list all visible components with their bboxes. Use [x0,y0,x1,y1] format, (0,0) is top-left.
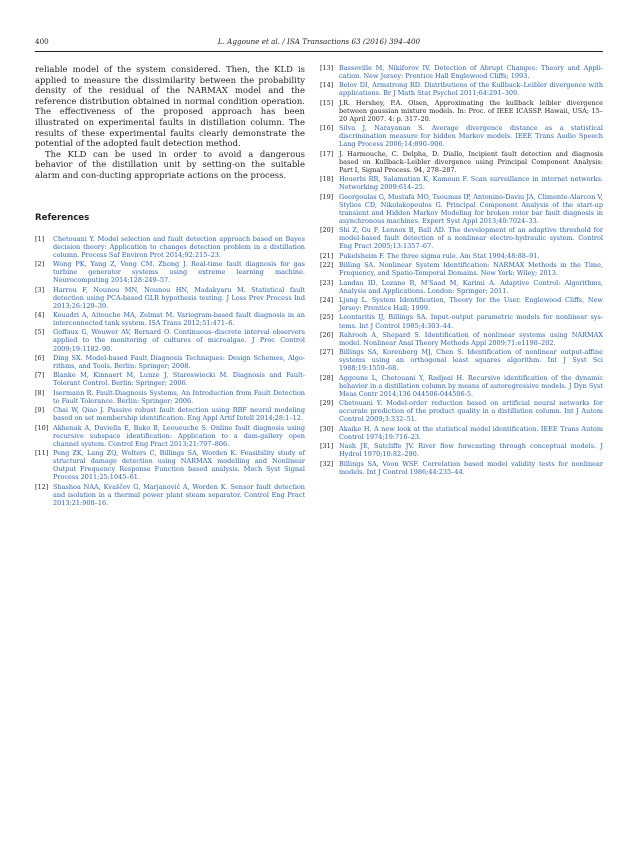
reference-item [320,279,603,295]
reference-number: [25] [320,313,334,322]
reference-item [320,399,603,423]
reference-number: [2] [35,260,45,269]
reference-link[interactable]: Houerbi RR, Salamatian K, Kamoun F. Scan surveillance in internet networks. Networking 2009:614–25. [339,175,603,192]
reference-number: [24] [320,296,334,305]
reference-link[interactable]: Leontaritis IJ, Billings SA. Input–output parametric models for nonlinear sys-tems. Int J Control 1985;4:303–44. [339,313,603,330]
reference-link[interactable]: Pukelsheim F. The three sigma rule. Am Stat 1994;48:88–91. [339,251,540,260]
reference-item [35,235,305,259]
reference-number: [26] [320,330,334,339]
reference-text: J.R. Hershey, P.A. Olsen, Approximating the kullback leibler divergence between gaussian mixture models. In: Proc. of IEEE ICASSP. Hawaii, USA; 15–20 April 2007. 4: p. 317–20. [339,98,603,123]
reference-item [320,99,603,123]
reference-number: [14] [320,81,334,90]
reference-number: [4] [35,310,45,319]
reference-item [320,425,603,441]
reference-link[interactable]: Chetouani Y. Model-order reduction based on artificial neural networks for accurate prediction of the product quality in a distillation column. Int J Autom Control 2009;3:332–51. [339,399,603,424]
reference-number: [17] [320,149,334,158]
reference-item [320,374,603,398]
reference-link[interactable]: Ding SX. Model-based Fault Diagnosis Techniques: Design Schemes, Algo-rithms, and Tools. Berlin: Springer; 2008. [53,353,305,370]
reference-link[interactable]: Nash JE, Sutcliffe JV. River flow forecasting through conceptual models. J Hydrol 1970;10:82–290. [339,442,603,459]
left-column [35,64,305,508]
reference-item [320,124,603,148]
reference-number: [11] [35,449,49,458]
reference-link[interactable]: Chetouani Y. Model selection and fault detection approach based on Bayes decision theory: Application to changes detection problem in a distillation column. Process Saf Environ Prot 2014;92:215–23. [53,234,305,259]
reference-number: [16] [320,124,334,133]
reference-link[interactable]: Landau ID, Lozano R, M'Saad M, Karimi A. Adaptive Control: Algorithms, Analysis and Applications. London: Springer; 2011. [339,278,603,295]
reference-link[interactable]: Goffaux G, Wouwer AV, Bernard O. Continuous–discrete interval observers applied to the monitoring of cultures of microalgae. J Proc Control 2009;19:1182–90. [53,328,305,353]
reference-link[interactable]: Belov DI, Armstrong RD. Distributions of the Kullback–Leibler divergence with applications. Br J Math Stat Psychol 2011;64:291–309. [339,81,603,98]
body-paragraph: The KLD can be used in order to avoid a dangerous behavior of the distillation unit by setting-on the suitable alarm and con-ducting appropriate actions on the process. [35,148,305,180]
reference-number: [12] [35,482,49,491]
reference-number: [7] [35,371,45,380]
reference-item [35,286,305,310]
reference-number: [32] [320,459,334,468]
reference-item [35,354,305,370]
reference-number: [29] [320,399,334,408]
reference-link[interactable]: Aggoune L, Chetouani Y, Radjeai H. Recursive identification of the dynamic behavior in a distillation column by means of autoregressive models. J Dyn Syst Meas Contr 2014;136 044506-044506-5. [339,373,603,398]
reference-item [35,449,305,481]
reference-link[interactable]: Basseville M, Nikiforov IV. Detection of Abrupt Changes: Theory and Appli-cation. New Jersey: Prentice Hall Englewood Cliffs; 1993. [339,64,603,81]
reference-number: [31] [320,442,334,451]
reference-number: [8] [35,388,45,397]
reference-item [35,311,305,327]
reference-link[interactable]: Silva J, Narayanan S. Average divergence distance as a statistical discrimination measure for hidden Markov models. IEEE Trans Audio Speech Lang Process 2006;14:890–906. [339,124,603,149]
reference-link[interactable]: Billings SA, Voon WSF. Correlation based model validity tests for nonlinear models. Int J Control 1986;44:235–44. [339,459,603,476]
reference-item [35,371,305,387]
running-header [35,37,603,49]
reference-number: [15] [320,98,334,107]
reference-number: [19] [320,192,334,201]
reference-number: [30] [320,424,334,433]
reference-item [320,460,603,476]
reference-item [35,389,305,405]
header-rule [35,51,603,52]
reference-list-left [35,235,305,507]
page-number: 400 [35,37,49,46]
reference-item [320,442,603,458]
reference-item [320,193,603,225]
reference-item [320,150,603,174]
reference-number: [28] [320,373,334,382]
reference-text: J. Harmouche, C. Delpha, D. Diallo, Incipient fault detection and diagnosis based on Kullback–Leibler divergence using Principal Component Analysis: Part I, Signal Process. 94, 278–287. [339,149,603,174]
reference-item [35,328,305,352]
reference-link[interactable]: Akaike H. A new look at the statistical model identification. IEEE Trans Autom Control 1974;19:716–23. [339,424,603,441]
reference-item [320,226,603,250]
reference-number: [6] [35,353,45,362]
reference-number: [22] [320,261,334,270]
reference-number: [10] [35,423,49,432]
reference-item [320,348,603,372]
reference-list-right [320,64,603,476]
reference-item [320,252,603,260]
reference-number: [1] [35,234,45,243]
reference-number: [21] [320,251,334,260]
reference-link[interactable]: Ljung L. System Identification, Theory for the User. Englewood Cliffs, New Jersey: Prentice Hall; 1999. [339,296,603,313]
reference-link[interactable]: Chai W, Qiao J. Passive robust fault detection using RBF neural modeling based on set membership identification. Eng Appl Artif Intell 2014;28:1–12. [53,406,305,423]
reference-item [35,424,305,448]
reference-item [320,64,603,80]
reference-link[interactable]: Billing SA. Nonlinear System Identification: NARMAX Methods in the Time, Frequency, and Spatio-Temporal Domains. New York: Wiley; 2013. [339,261,603,278]
journal-citation: L. Aggoune et al. / ISA Transactions 63 (2016) 394–400 [217,37,421,46]
reference-link[interactable]: Harrou F, Nounou MN, Nounou HN, Madakyaru M. Statistical fault detection using PCA-based GLR hypothesis testing. J Loss Prev Process Ind 2013;26:129–39. [53,285,305,310]
reference-number: [9] [35,406,45,415]
reference-link[interactable]: Blanke M, Kinnaert M, Lunze J, Staroswiecki M. Diagnosis and Fault-Tolerant Control. Berlin: Springer; 2006. [53,371,305,388]
reference-number: [5] [35,328,45,337]
reference-link[interactable]: Shi Z, Gu F, Lennox B, Ball AD. The development of an adaptive threshold for model-based fault detection of a nonlinear electro-hydraulic system. Control Eng Pract 2005;13:1357–67. [339,226,603,251]
reference-link[interactable]: Billings SA, Korenberg MJ, Chen S. Identification of nonlinear output-affine systems using an orthogonal least squares algorithm. Int J Syst Sci 1988;19:1559–68. [339,348,603,373]
reference-item [320,261,603,277]
reference-link[interactable]: Isermann R. Fault-Diagnosis Systems, An Introduction from Fault Detection to Fault Tolerance. Berlin: Springer; 2006. [53,388,305,405]
reference-item [320,81,603,97]
reference-number: [27] [320,348,334,357]
reference-number: [13] [320,64,334,72]
reference-link[interactable]: Kouadri A, Aitouche MA, Zelmat M. Variogram-based fault diagnosis in an interconnected tank system. ISA Trans 2012;51:471–6. [53,310,305,328]
reference-number: [3] [35,285,45,294]
reference-item [320,296,603,312]
reference-link[interactable]: Shashoa NAA, Kvaščev G, Marjanović A, Worden K. Sensor fault detection and isolation in a thermal power plant steam separator. Control Eng Pract 2013;21:908–16. [53,482,305,507]
right-column [320,64,603,477]
reference-link[interactable]: Rahrooh A, Shepard S. Identification of nonlinear systems using NARMAX model. Nonlinear Anal Theory Methods Appl 2009;71:e1198–202. [339,330,603,347]
reference-item [320,313,603,329]
reference-item [320,331,603,347]
reference-number: [23] [320,278,334,287]
reference-item [320,175,603,191]
reference-link[interactable]: Akhenak A, Duviella E, Bako B, Leoueuche S. Online fault diagnosis using recursive subspace identification: Application to a dam-gallery open channel system. Control Eng Pract 2013;21:797–806. [53,423,305,448]
reference-item [35,406,305,422]
reference-item [35,260,305,284]
reference-link[interactable]: Peng ZK, Lang ZQ, Wolters C, Billings SA, Worden K. Feasibility study of structural damage detection using NARMAX modelling and Nonlinear Output Frequency Response Function based analysis. Mech Syst Signal Process 2011;25:1045–61. [53,449,305,482]
reference-link[interactable]: Georgoulas G, Mustafa MO, Tsoumas IP, Antonino-Daviu JA, Climente-Alarcon V, Stylios CD, Nikolakopoulos G. Principal Component Analysis of the start-up transient and Hidden Markov Modeling for broken rotor bar fault diagnosis in asynchronous machines. Expert Syst Appl 2013;40:7024–33. [339,192,603,225]
reference-link[interactable]: Wong PK, Yang Z, Vong CM, Zhong J. Real-time fault diagnosis for gas turbine generator systems using extreme learning machine. Neurocomputing 2014;128:249–57. [53,260,305,285]
reference-item [35,483,305,507]
body-paragraph: reliable model of the system considered. Then, the KLD is applied to measure the dissimilarity between the probability density of the residual of the NARMAX model and the reference distribution obtained in normal condition operation. The effectiveness of the proposed approach has been illustrated on experimental faults in distillation column. The results of these experimental faults clearly demonstrate the potential of the adopted fault detection method. [35,64,305,149]
reference-number: [18] [320,175,334,184]
references-heading: References [35,212,90,223]
reference-number: [20] [320,226,334,235]
